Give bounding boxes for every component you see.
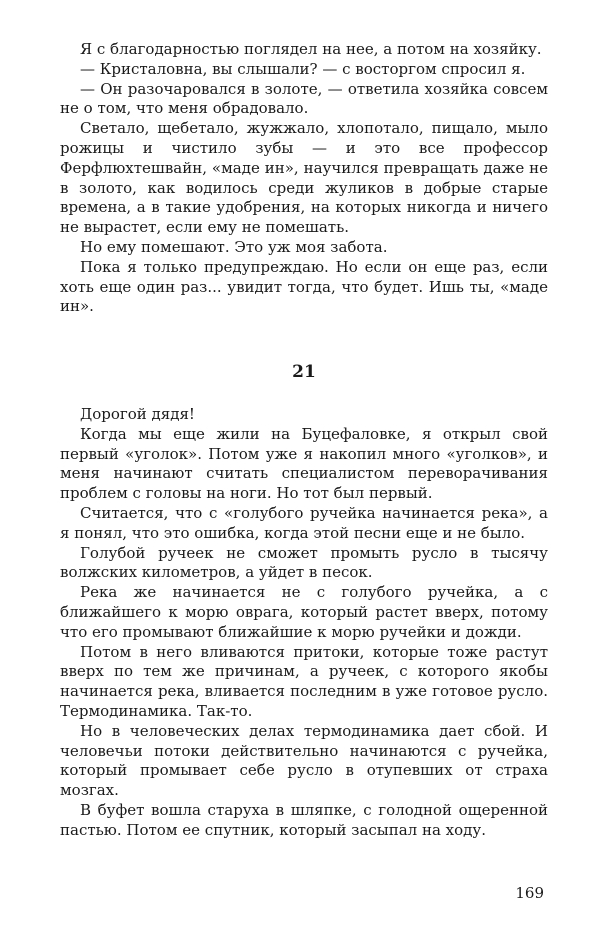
paragraph: Но в человеческих делах термодинамика дает сбой. И человечьи потоки действительно начинаются с ручейка, который промывает себе русло в отупевших от страха мозгах. [60,721,548,800]
paragraph: Пока я только предупреждаю. Но если он еще раз, если хоть еще один раз... увидит тогда, что будет. Ишь ты, «маде ин». [60,257,548,316]
paragraph: — Кристаловна, вы слышали? — с восторгом спросил я. [80,59,526,78]
paragraph: Но ему помешают. Это уж моя забота. [80,237,388,256]
paragraph: В буфет вошла старуха в шляпке, с голодной ощеренной пастью. Потом ее спутник, который засыпал на ходу. [60,800,548,839]
page-number: 169 [515,884,544,902]
paragraph: — Он разочаровался в золоте, — ответила хозяйка совсем не о том, что меня обрадовало. [60,79,548,118]
paragraph: Я с благодарностью поглядел на нее, а потом на хозяйку. [80,40,542,58]
salutation: Дорогой дядя! [80,404,195,423]
page-body [60,40,548,840]
paragraph: Потом в него вливаются притоки, которые тоже растут вверх по тем же причинам, а ручеек, с которого якобы начинается река, вливается последним в уже готовое русло. Термодинамика. Так-то. [60,642,548,720]
paragraph: Когда мы еще жили на Буцефаловке, я открыл свой первый «уголок». Потом уже я накопил много «уголков», и меня начинают считать специалистом переворачивания проблем с головы на ноги. Но тот был первый. [60,424,548,503]
paragraph: Считается, что с «голубого ручейка начинается река», а я понял, что это ошибка, когда этой песни еще и не было. [60,503,548,542]
chapter-number: 21 [292,362,316,383]
paragraph: Река же начинается не с голубого ручейка, а с ближайшего к морю оврага, который растет вверх, потому что его промывают ближайшие к морю ручейки и дожди. [60,583,548,641]
paragraph: Светало, щебетало, жужжало, хлопотало, пищало, мыло рожицы и чистило зубы — и это все профессор Ферфлюхтешвайн, «маде ин», научился превращать даже не в золото, как водилось среди жуликов в добрые старые времена, а в такие удобрения, на которых никогда и ничего не вырастет, если ему не помешать. [60,119,548,237]
paragraph: Голубой ручеек не сможет промыть русло в тысячу волжских километров, а уйдет в песок. [60,543,548,582]
